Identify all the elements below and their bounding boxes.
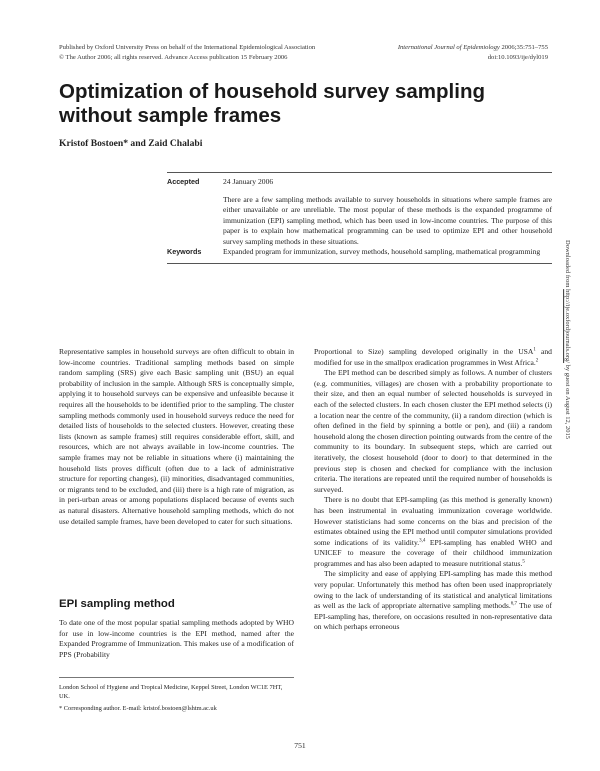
abstract-body: There are a few sampling methods available to survey households in situations where sample frames are either unavailable or are unreliable. The most popular of these methods is the expanded programme of immunization (EPI) sampling method, which has been used in low-income countries. The purpose of this paper is to explain how mathematical programming can be used to optimize EPI and other household survey sampling methods in these situations. xyxy=(223,194,552,246)
copyright-line: © The Author 2006; all rights reserved. Advance Access publication 15 February 2006 xyxy=(59,54,288,61)
page-number: 751 xyxy=(294,741,306,750)
epi-paragraph: To date one of the most popular spatial sampling methods adopted by WHO for use in low-income countries is the EPI method, named after the Expanded Programme of Immunization. This makes use of a modification of PPS (Probability xyxy=(59,618,294,659)
publisher-notice xyxy=(59,43,315,63)
keywords-row xyxy=(167,247,552,258)
volume-pages: 2006;35:751–755 xyxy=(499,44,548,51)
keywords-label: Keywords xyxy=(167,247,202,257)
download-note-prefix: Downloaded from xyxy=(564,240,571,290)
corresponding-author-footnote: * Corresponding author. E-mail: kristof.bostoen@lshtm.ac.uk xyxy=(59,705,217,712)
text-run: and modified for use in the smallpox eradication programmes in West Africa. xyxy=(314,347,552,367)
right-paragraph-3 xyxy=(314,495,552,569)
journal-name: International Journal of Epidemiology xyxy=(397,44,500,51)
reference-sup: 3,4 xyxy=(419,538,426,544)
accepted-row xyxy=(167,177,552,188)
reference-sup: 5 xyxy=(522,559,525,565)
text-run: Proportional to Size) sampling developed originally in the USA xyxy=(314,347,534,356)
reference-sup: 6,7 xyxy=(510,601,517,607)
epi-section xyxy=(59,618,294,660)
journal-citation xyxy=(398,43,548,63)
footnotes xyxy=(59,677,294,716)
publisher-line: Published by Oxford University Press on behalf of the International Epidemiological Association xyxy=(59,44,316,51)
text-run: There is no doubt that EPI-sampling (as this method is generally known) has been instrumental in evaluating immunization coverage worldwide. However statisticians had some concerns on the bias and precision of the estimates obtained using the EPI method until computer simulations provided some indications of its validity. xyxy=(314,495,552,547)
citation-line xyxy=(398,43,548,53)
right-paragraph-2: The EPI method can be described simply as follows. A number of clusters (e.g. communities, villages) are chosen with a probability proportionate to their size, and then an equal number of selected households is surveyed in each of the selected clusters. In each chosen cluster the EPI method selects (i) a location near the centre of the community, (ii) a random direction (which is often defined in the field by spinning a bottle or pen), and (iii) a random household along the chosen direction pointing outwards from the centre of the community to its boundary. In subsequent steps, which are carried out iteratively, the closest household (door to door) to that determined in the previous step is chosen and checked for compliance with the inclusion criteria. The iterations are repeated until the required number of households is surveyed. xyxy=(314,368,552,494)
affiliation-footnote: London School of Hygiene and Tropical Medicine, Keppel Street, London WC1E 7HT, UK. xyxy=(59,684,283,700)
intro-paragraph: Representative samples in household surveys are often difficult to obtain in low-income countries. Traditional sampling methods based on simple random sampling (SRS) give each Basic sampling unit (BSU) an equal probability of inclusion in the sample. Although SRS is conceptually simple, applying it to household surveys can be expensive and unfeasible because it requires all the households to be identified prior to the sampling. The cluster sampling methods commonly used in household surveys reduce the need for detailed lists of households to the selected clusters. However, creating these lists (known as sample frames) still requires considerable effort, skill, and resources, which are not always available in low-income countries. The sample frames may not be reliable in situations where (i) maintaining the household lists proves difficult (often due to a lack of administrative structure for reporting changes), (ii) minorities, disadvantaged communities, or migrants tend to be excluded, and (iii) there is a high rate of migration, as in peri-urban areas or among populations displaced because of events such as natural disasters. Alternative household sampling methods, which do not use detailed sample frames, have been developed to cater for such situations. xyxy=(59,347,294,526)
abstract-box xyxy=(167,172,552,264)
download-note-suffix: by guest on August 12, 2015 xyxy=(564,363,571,440)
authors: Kristof Bostoen* and Zaid Chalabi xyxy=(59,138,203,149)
right-paragraph-1 xyxy=(314,347,552,368)
keywords-value: Expanded program for immunization, survey methods, household sampling, mathematical programming xyxy=(223,247,541,257)
doi: doi:10.1093/ije/dyl019 xyxy=(487,54,548,61)
journal-link[interactable]: http://ije.oxfordjournals.org/ xyxy=(564,289,571,364)
right-column xyxy=(314,347,552,633)
reference-sup: 2 xyxy=(535,358,539,364)
left-column xyxy=(59,347,294,527)
section-heading-epi: EPI sampling method xyxy=(59,598,175,610)
text-run: The simplicity and ease of applying EPI-sampling has made this method very popular. Unfortunately this method has often been used inappropriately owing to the lack of understanding of its statistical and analytical limitations as well as the lack of appropriate alternative sampling methods. xyxy=(314,569,552,611)
text-run: The use of EPI-sampling has, therefore, on occasions resulted in non-representative data on which perhaps erroneous xyxy=(314,601,553,632)
download-note xyxy=(564,240,571,439)
accepted-label: Accepted xyxy=(167,177,200,186)
text-run: EPI-sampling has enabled WHO and UNICEF to measure the coverage of their childhood immunization programmes and has also been adapted to measure nutritional status. xyxy=(314,537,552,568)
right-paragraph-4 xyxy=(314,569,552,633)
accepted-date: 24 January 2006 xyxy=(223,177,274,186)
article-title: Optimization of household survey sampling without sample frames xyxy=(59,80,485,127)
reference-sup: 1 xyxy=(533,347,536,353)
